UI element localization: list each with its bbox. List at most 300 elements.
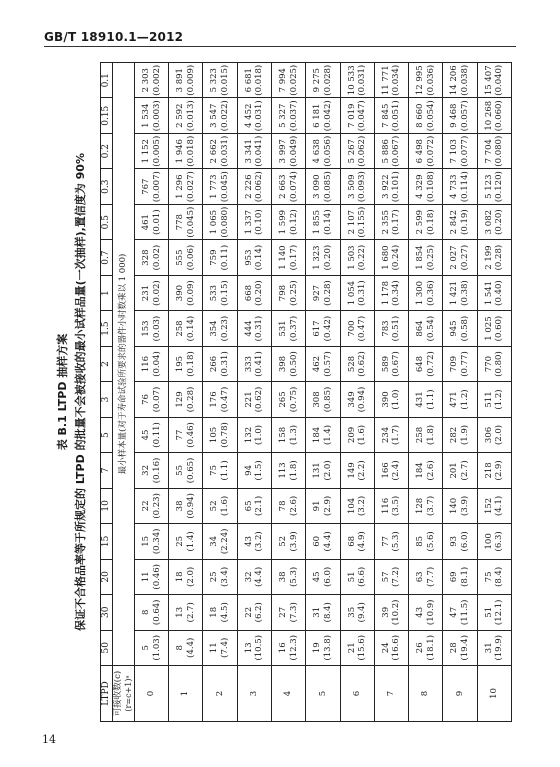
table-row — [443, 63, 477, 722]
sample-size-cell — [203, 204, 237, 239]
sample-size-note: (0.056) — [322, 135, 333, 167]
sample-size-cell — [374, 275, 408, 310]
sample-size-note: (0.12) — [288, 209, 299, 235]
sample-size-cell — [477, 559, 511, 594]
table-row — [237, 63, 271, 722]
sample-size-note: (0.054) — [425, 100, 436, 132]
sample-size-cell — [477, 311, 511, 346]
sample-size-note: (0.03) — [151, 315, 162, 342]
sample-size-value: 2 842 — [449, 209, 460, 235]
sample-size-note: (0.005) — [151, 135, 162, 167]
sample-size-value: 4 733 — [449, 174, 460, 199]
sample-size-cell — [272, 133, 306, 168]
ltpd-value-header: 0.5 — [101, 204, 113, 239]
sample-size-note: (2.0) — [322, 460, 333, 481]
sample-size-cell — [237, 630, 271, 665]
sample-size-cell — [306, 524, 340, 559]
ltpd-value-header: 0.2 — [101, 133, 113, 168]
sample-size-cell — [237, 240, 271, 275]
sample-size-value: 770 — [483, 355, 494, 373]
sample-size-value: 77 — [175, 429, 186, 441]
sample-size-note: (0.07) — [151, 386, 162, 413]
sample-size-note: (0.67) — [391, 351, 402, 377]
sample-size-value: 3 547 — [209, 103, 220, 128]
sample-size-value: 11 — [209, 642, 220, 654]
sample-size-value: 778 — [175, 214, 186, 231]
sample-size-cell — [306, 382, 340, 417]
sample-size-cell — [340, 453, 374, 488]
sample-size-cell — [306, 240, 340, 275]
header-rule — [44, 46, 516, 47]
sample-size-note: (4.1) — [494, 495, 505, 516]
sample-size-cell — [477, 524, 511, 559]
sample-size-cell — [272, 169, 306, 204]
sample-size-note: (0.06) — [185, 244, 196, 271]
table-subtitle: 保证不合格品率等于所规定的 LTPD 的批量不会被接收的最小试样品量(一次抽样),置信度为 90% — [74, 153, 87, 631]
sample-size-value: 32 — [243, 571, 254, 583]
sample-size-note: (0.85) — [322, 386, 333, 413]
sample-size-note: (0.42) — [322, 315, 333, 342]
sample-size-value: 19 — [312, 642, 323, 654]
sample-size-value: 953 — [243, 249, 254, 266]
sample-size-note: (0.62) — [357, 351, 368, 377]
sample-size-value: 390 — [380, 391, 391, 408]
sample-size-value: 1 680 — [380, 245, 391, 270]
sample-size-value: 308 — [312, 391, 323, 408]
sample-size-cell — [134, 133, 168, 168]
sample-size-cell — [374, 204, 408, 239]
sample-size-note: (0.38) — [460, 280, 471, 306]
sample-size-cell — [237, 133, 271, 168]
sample-size-cell — [134, 559, 168, 594]
sample-size-note: (0.14) — [185, 315, 196, 342]
sample-size-cell — [477, 275, 511, 310]
sample-size-value: 152 — [483, 497, 494, 515]
sample-size-cell — [477, 169, 511, 204]
sample-size-note: (4.4) — [322, 531, 333, 552]
sample-size-cell — [443, 133, 477, 168]
sample-size-cell — [169, 524, 203, 559]
sample-size-note: (3.9) — [460, 495, 471, 516]
acceptance-number: 0 — [134, 666, 168, 722]
sample-size-cell — [477, 346, 511, 381]
sample-size-value: 201 — [449, 462, 460, 479]
sample-size-cell — [306, 630, 340, 665]
sample-size-value: 2 592 — [175, 103, 186, 128]
sample-size-note: (0.31) — [254, 315, 265, 342]
sample-size-value: 2 027 — [449, 245, 460, 270]
sample-size-note: (7.3) — [288, 602, 299, 623]
sample-size-note: (0.051) — [391, 100, 402, 132]
sample-size-value: 195 — [175, 355, 186, 373]
sample-size-note: (0.018) — [185, 135, 196, 167]
sample-size-note: (0.25) — [425, 244, 436, 271]
sample-size-value: 31 — [312, 606, 323, 618]
sample-size-cell — [237, 524, 271, 559]
sample-size-cell — [374, 524, 408, 559]
sample-size-note: (4.9) — [357, 531, 368, 552]
sample-size-value: 1 541 — [483, 280, 494, 306]
sample-size-value: 5 323 — [209, 68, 220, 93]
sample-size-note: (0.031) — [357, 64, 368, 96]
sample-size-note: (6.0) — [460, 531, 471, 552]
sample-size-cell — [443, 595, 477, 630]
sample-size-cell — [340, 382, 374, 417]
sample-size-cell — [134, 346, 168, 381]
sample-size-cell — [306, 453, 340, 488]
sample-size-cell — [409, 204, 443, 239]
sample-size-note: (0.50) — [288, 351, 299, 377]
sample-size-note: (0.46) — [151, 564, 162, 590]
sample-size-value: 5 123 — [483, 174, 494, 199]
sample-size-cell — [169, 488, 203, 523]
ltpd-table — [100, 62, 512, 722]
acceptance-number: 4 — [272, 666, 306, 722]
sample-size-value: 76 — [140, 394, 151, 405]
sample-size-note: (0.60) — [494, 315, 505, 342]
sample-size-cell — [374, 559, 408, 594]
sample-size-note: (18.1) — [425, 634, 436, 661]
sample-size-value: 113 — [278, 462, 289, 479]
sample-size-cell — [306, 275, 340, 310]
table-row — [409, 63, 443, 722]
sample-size-cell — [272, 630, 306, 665]
sample-size-note: (2.9) — [494, 460, 505, 481]
sample-size-note: (0.20) — [494, 209, 505, 235]
sample-size-value: 218 — [483, 462, 494, 479]
sample-size-value: 25 — [175, 535, 186, 547]
sample-size-cell — [169, 630, 203, 665]
sample-size-value: 2 662 — [209, 139, 220, 164]
sample-size-value: 589 — [380, 355, 391, 373]
sample-size-note: (0.093) — [357, 171, 368, 203]
sample-size-note: (0.040) — [494, 64, 505, 96]
sample-size-value: 34 — [209, 535, 220, 547]
sample-size-cell — [477, 595, 511, 630]
sample-size-cell — [443, 382, 477, 417]
sample-size-value: 798 — [278, 284, 289, 302]
acceptance-number: 3 — [237, 666, 271, 722]
standard-code-header: GB/T 18910.1—2012 — [44, 30, 184, 44]
sample-size-note: (0.060) — [494, 100, 505, 132]
sample-size-cell — [374, 133, 408, 168]
sample-size-note: (0.31) — [357, 280, 368, 306]
sample-size-cell — [443, 346, 477, 381]
sample-size-note: (19.4) — [460, 634, 471, 661]
sample-size-cell — [409, 133, 443, 168]
sample-size-cell — [203, 595, 237, 630]
sample-size-value: 5 — [140, 645, 151, 651]
sample-size-cell — [203, 63, 237, 99]
sample-size-cell — [272, 240, 306, 275]
sample-size-note: (0.94) — [357, 386, 368, 413]
sample-size-value: 14 206 — [449, 65, 460, 96]
sample-size-note: (1.2) — [460, 389, 471, 410]
sample-size-value: 471 — [449, 391, 460, 408]
sample-size-value: 700 — [346, 320, 357, 337]
sample-size-cell — [134, 311, 168, 346]
sample-size-value: 2 663 — [278, 174, 289, 199]
sample-size-value: 3 509 — [346, 174, 357, 199]
sample-size-value: 6 681 — [243, 68, 254, 93]
sample-size-value: 8 — [175, 645, 186, 651]
sample-size-cell — [203, 169, 237, 204]
sample-size-note: (0.75) — [288, 386, 299, 413]
sample-size-value: 166 — [380, 462, 391, 479]
sample-size-value: 648 — [415, 355, 426, 373]
sample-size-note: (0.038) — [460, 64, 471, 96]
sample-size-value: 1 855 — [312, 209, 323, 235]
sample-size-cell — [169, 346, 203, 381]
sample-size-value: 21 — [346, 642, 357, 654]
sample-size-note: (0.10) — [254, 209, 265, 235]
sample-size-cell — [237, 595, 271, 630]
sample-size-value: 1 854 — [415, 245, 426, 270]
sample-size-note: (0.23) — [220, 315, 231, 342]
sample-size-note: (0.14) — [254, 244, 265, 271]
acceptance-number: 6 — [340, 666, 374, 722]
sample-size-cell — [237, 382, 271, 417]
sample-size-cell — [409, 453, 443, 488]
sample-size-cell — [340, 488, 374, 523]
sample-size-value: 18 — [175, 571, 186, 583]
sample-size-cell — [134, 595, 168, 630]
sample-size-note: (13.8) — [322, 634, 333, 661]
sample-size-value: 51 — [346, 571, 357, 583]
sample-size-value: 328 — [140, 249, 151, 266]
sample-size-cell — [237, 346, 271, 381]
sample-size-value: 2 107 — [346, 209, 357, 235]
sample-size-note: (0.045) — [185, 206, 196, 238]
sample-size-value: 24 — [380, 642, 391, 654]
sample-size-value: 2 226 — [243, 174, 254, 199]
sample-size-cell — [477, 240, 511, 275]
sample-size-value: 3 082 — [483, 209, 494, 235]
sample-size-value: 68 — [346, 535, 357, 547]
sample-size-value: 398 — [278, 355, 289, 373]
sample-size-cell — [306, 204, 340, 239]
sample-size-value: 27 — [278, 606, 289, 618]
sample-size-note: (0.018) — [254, 64, 265, 96]
sample-size-note: (7.2) — [391, 566, 402, 587]
ltpd-header-row — [101, 63, 113, 722]
sample-size-cell — [272, 417, 306, 452]
sample-size-note: (0.031) — [220, 135, 231, 167]
acceptance-number: 5 — [306, 666, 340, 722]
sample-size-cell — [237, 311, 271, 346]
sample-size-note: (4.5) — [220, 602, 231, 623]
sample-size-cell — [134, 204, 168, 239]
table-row — [477, 63, 511, 722]
sample-size-cell — [374, 169, 408, 204]
sample-size-note: (0.14) — [322, 209, 333, 235]
sample-size-value: 100 — [483, 533, 494, 550]
sample-size-cell — [374, 630, 408, 665]
sample-size-value: 1 065 — [209, 209, 220, 235]
sample-size-note: (0.54) — [425, 315, 436, 342]
sample-size-value: 221 — [243, 391, 254, 408]
sample-size-note: (2.6) — [425, 460, 436, 481]
sample-size-cell — [477, 417, 511, 452]
ltpd-corner-label: LTPD — [101, 666, 113, 722]
sample-size-value: 35 — [346, 606, 357, 618]
sample-size-cell — [237, 453, 271, 488]
sample-size-note: (2.0) — [494, 424, 505, 446]
sample-size-cell — [237, 63, 271, 99]
sample-size-note: (0.062) — [357, 135, 368, 167]
ltpd-value-header: 1 — [101, 275, 113, 310]
sample-size-value: 184 — [415, 462, 426, 479]
sample-size-value: 555 — [175, 249, 186, 266]
sample-size-value: 60 — [312, 535, 323, 547]
sample-size-value: 158 — [278, 426, 289, 444]
sample-size-value: 11 — [140, 571, 151, 583]
sample-size-value: 43 — [415, 606, 426, 618]
sample-size-cell — [443, 275, 477, 310]
sample-size-cell — [374, 346, 408, 381]
table-caption: 最小样本量(对于寿命试验所要求的器件小时数乘以 1 000) — [113, 63, 135, 666]
sample-size-value: 3 090 — [312, 174, 323, 199]
sample-size-cell — [477, 63, 511, 99]
sample-size-cell — [272, 453, 306, 488]
sample-size-note: (0.11) — [220, 244, 231, 271]
sample-size-value: 3 922 — [380, 174, 391, 199]
sample-size-note: (0.58) — [460, 315, 471, 342]
sample-size-cell — [203, 240, 237, 275]
sample-size-cell — [306, 559, 340, 594]
sample-size-value: 18 — [209, 606, 220, 618]
sample-size-value: 1 323 — [312, 245, 323, 270]
sample-size-cell — [409, 559, 443, 594]
sample-size-note: (4.4) — [185, 637, 196, 658]
sample-size-note: (0.022) — [220, 100, 231, 132]
sample-size-value: 5 267 — [346, 139, 357, 164]
sample-size-value: 7 103 — [449, 139, 460, 164]
sample-size-value: 94 — [243, 465, 254, 476]
sample-size-cell — [340, 559, 374, 594]
sample-size-value: 39 — [380, 606, 391, 618]
sample-size-cell — [477, 630, 511, 665]
acceptance-number: 7 — [374, 666, 408, 722]
sample-size-cell — [409, 346, 443, 381]
sample-size-value: 444 — [243, 320, 254, 337]
sample-size-note: (0.041) — [254, 135, 265, 167]
sample-size-note: (0.64) — [151, 599, 162, 626]
sample-size-value: 47 — [449, 606, 460, 618]
row-label-sub: (r=c+1)ᵃ — [123, 675, 133, 712]
sample-size-note: (0.01) — [151, 209, 162, 235]
sample-size-cell — [203, 311, 237, 346]
acceptance-number: 10 — [477, 666, 511, 722]
sample-size-note: (0.18) — [185, 351, 196, 377]
sample-size-note: (16.6) — [391, 634, 402, 661]
sample-size-note: (0.23) — [151, 493, 162, 519]
sample-size-cell — [409, 98, 443, 133]
sample-size-note: (0.27) — [460, 244, 471, 271]
sample-size-cell — [340, 63, 374, 99]
sample-size-value: 1 503 — [346, 245, 357, 270]
sample-size-note: (0.94) — [185, 493, 196, 519]
sample-size-cell — [237, 98, 271, 133]
sample-size-note: (0.41) — [254, 351, 265, 377]
sample-size-cell — [443, 169, 477, 204]
sample-size-note: (1.0) — [391, 389, 402, 410]
sample-size-note: (1.5) — [254, 460, 265, 481]
sample-size-value: 1 178 — [380, 280, 391, 306]
sample-size-cell — [306, 169, 340, 204]
sample-size-note: (10.5) — [254, 634, 265, 661]
sample-size-cell — [134, 524, 168, 559]
sample-size-note: (0.028) — [322, 64, 333, 96]
sample-size-cell — [374, 595, 408, 630]
sample-size-note: (0.080) — [494, 135, 505, 167]
sample-size-note: (4.4) — [254, 566, 265, 587]
sample-size-cell — [203, 559, 237, 594]
sample-size-value: 783 — [380, 320, 391, 337]
sample-size-cell — [203, 98, 237, 133]
sample-size-value: 57 — [380, 571, 391, 583]
sample-size-value: 16 — [278, 642, 289, 654]
sample-size-cell — [169, 595, 203, 630]
sample-size-note: (0.108) — [425, 171, 436, 203]
sample-size-note: (0.18) — [425, 209, 436, 235]
sample-size-note: (7.4) — [220, 637, 231, 658]
acceptance-number: 9 — [443, 666, 477, 722]
sample-size-value: 431 — [415, 391, 426, 408]
table-row — [306, 63, 340, 722]
sample-size-value: 63 — [415, 571, 426, 583]
sample-size-cell — [306, 63, 340, 99]
sample-size-note: (12.3) — [288, 634, 299, 661]
row-label-header-text: 可接收数(c) — [113, 670, 124, 717]
sample-size-value: 767 — [140, 178, 151, 195]
rotated-table-area — [48, 62, 520, 722]
sample-size-value: 617 — [312, 320, 323, 337]
sample-size-value: 5 886 — [380, 139, 391, 164]
table-row — [374, 63, 408, 722]
sample-size-note: (0.17) — [288, 244, 299, 271]
sample-size-cell — [409, 311, 443, 346]
sample-size-note: (1.6) — [357, 424, 368, 446]
sample-size-cell — [443, 488, 477, 523]
sample-size-value: 462 — [312, 355, 323, 373]
sample-size-note: (1.8) — [425, 424, 436, 446]
sample-size-cell — [443, 559, 477, 594]
sample-size-note: (0.047) — [357, 100, 368, 132]
table-row — [203, 63, 237, 722]
ltpd-value-header: 7 — [101, 453, 113, 488]
sample-size-value: 77 — [380, 535, 391, 547]
sample-size-value: 1 300 — [415, 280, 426, 306]
sample-size-note: (1.9) — [460, 424, 471, 446]
sample-size-value: 25 — [209, 571, 220, 583]
sample-size-cell — [272, 524, 306, 559]
table-row — [340, 63, 374, 722]
sample-size-value: 10 533 — [346, 65, 357, 96]
sample-size-cell — [203, 275, 237, 310]
sample-size-note: (6.2) — [254, 602, 265, 623]
sample-size-note: (0.20) — [322, 244, 333, 271]
sample-size-note: (0.78) — [220, 422, 231, 448]
sample-size-cell — [374, 417, 408, 452]
sample-size-note: (0.002) — [151, 64, 162, 96]
sample-size-value: 4 329 — [415, 174, 426, 199]
sample-size-note: (6.6) — [357, 566, 368, 587]
sample-size-value: 306 — [483, 426, 494, 444]
sample-size-cell — [340, 240, 374, 275]
sample-size-cell — [169, 311, 203, 346]
sample-size-note: (2.9) — [322, 495, 333, 516]
